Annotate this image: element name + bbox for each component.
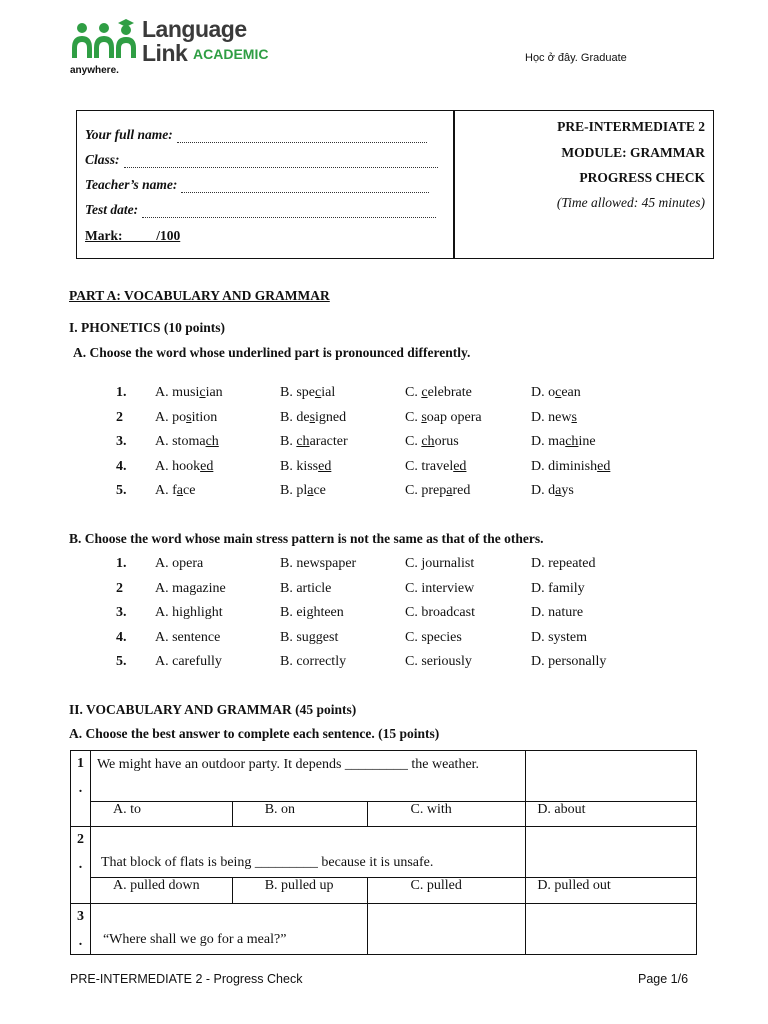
answer-option[interactable]: C. soap opera: [405, 409, 482, 425]
options-row: [71, 878, 697, 904]
answer-option[interactable]: D. personally: [531, 654, 607, 669]
section-a-instruction: A. Choose the word whose underlined part is pronounced differently.: [73, 345, 471, 360]
teacher-line: [85, 177, 429, 193]
class-line: [85, 152, 438, 168]
item-number: 5.: [116, 483, 127, 498]
answer-option[interactable]: B. special: [280, 385, 336, 400]
question-row: [71, 751, 697, 802]
item-number: 5.: [116, 654, 127, 669]
answer-option[interactable]: C. traveled: [405, 458, 467, 474]
answer-option[interactable]: A. opera: [155, 556, 204, 571]
item-number: 3.: [116, 434, 127, 449]
answer-option[interactable]: D. repeated: [531, 556, 596, 571]
question-text: “Where shall we go for a meal?”: [90, 904, 367, 955]
answer-option[interactable]: A. highlight: [155, 605, 223, 620]
page-number: Page 1/6: [638, 972, 689, 986]
test-date-field[interactable]: [142, 205, 436, 218]
answer-option[interactable]: A. carefully: [155, 654, 222, 669]
class-field[interactable]: [124, 155, 438, 168]
answer-option[interactable]: B. kissed: [280, 458, 332, 474]
answer-option[interactable]: C. prepared: [405, 483, 471, 498]
answer-option[interactable]: C. chorus: [405, 434, 459, 449]
option-d[interactable]: D. about: [526, 802, 697, 827]
options-row: [71, 802, 697, 827]
question-number: 1 .: [71, 751, 91, 827]
answer-option[interactable]: B. eighteen: [280, 605, 344, 620]
test-date-label: Test date:: [85, 202, 139, 217]
answer-option[interactable]: D. machine: [531, 434, 596, 449]
logo-word-language: Language: [142, 16, 247, 42]
question-number: 3 .: [71, 904, 91, 955]
option-b[interactable]: B. pulled up: [232, 878, 367, 904]
full-name-line: [85, 127, 427, 143]
phonetics-title: I. PHONETICS (10 points): [69, 320, 226, 335]
question-row: [71, 827, 697, 878]
answer-cell[interactable]: [526, 904, 697, 955]
option-c[interactable]: C. with: [367, 802, 526, 827]
answer-option[interactable]: B. newspaper: [280, 556, 357, 571]
item-number: 2: [116, 409, 123, 425]
answer-option[interactable]: D. news: [531, 409, 577, 425]
item-number: 4.: [116, 629, 127, 645]
answer-option[interactable]: D. system: [531, 629, 587, 645]
logo-people-icon: [70, 18, 140, 62]
answer-option[interactable]: C. seriously: [405, 654, 472, 669]
option-d[interactable]: D. pulled out: [526, 878, 697, 904]
slogan: Học ở đây. Graduate: [525, 52, 627, 64]
option-b[interactable]: B. on: [232, 802, 367, 827]
option-c[interactable]: C. pulled: [367, 878, 526, 904]
item-number: 1.: [116, 385, 127, 400]
teacher-field[interactable]: [181, 180, 429, 193]
question-text: That block of flats is being _________ because it is unsafe.: [90, 827, 525, 878]
answer-option[interactable]: B. suggest: [280, 629, 339, 645]
answer-option[interactable]: D. ocean: [531, 385, 581, 400]
box-divider: [453, 111, 455, 258]
mark-label: Mark: /100: [85, 228, 181, 243]
full-name-label: Your full name:: [85, 127, 173, 142]
vocab-title: II. VOCABULARY AND GRAMMAR (45 points): [69, 702, 357, 717]
answer-option[interactable]: A. face: [155, 483, 196, 498]
progress-check-title: PROGRESS CHECK: [579, 170, 705, 185]
answer-cell[interactable]: [526, 827, 697, 878]
part-a-title: PART A: VOCABULARY AND GRAMMAR: [69, 288, 330, 303]
logo-word-link: Link: [142, 40, 188, 66]
answer-option[interactable]: B. character: [280, 434, 348, 449]
vocab-instruction: A. Choose the best answer to complete each sentence. (15 points): [69, 726, 440, 741]
item-number: 2: [116, 580, 123, 596]
full-name-field[interactable]: [177, 130, 427, 143]
question-number: 2 .: [71, 827, 91, 904]
logo-word-academic: ACADEMIC: [193, 46, 269, 62]
answer-option[interactable]: D. family: [531, 580, 585, 596]
option-a[interactable]: A. pulled down: [90, 878, 232, 904]
answer-option[interactable]: C. broadcast: [405, 605, 475, 620]
answer-option[interactable]: A. sentence: [155, 629, 221, 645]
blank-cell: [367, 904, 526, 955]
answer-option[interactable]: A. magazine: [155, 580, 226, 596]
question-text: We might have an outdoor party. It depends _________ the weather.: [90, 751, 525, 802]
module-title: MODULE: GRAMMAR: [561, 145, 705, 160]
test-date-line: [85, 202, 436, 218]
answer-option[interactable]: B. article: [280, 580, 332, 596]
teacher-label: Teacher’s name:: [85, 177, 178, 192]
answer-cell[interactable]: [526, 751, 697, 802]
item-number: 3.: [116, 605, 127, 620]
answer-option[interactable]: A. stomach: [155, 434, 219, 449]
student-info-box: [76, 110, 714, 259]
answer-option[interactable]: B. place: [280, 483, 326, 498]
answer-option[interactable]: C. celebrate: [405, 385, 472, 400]
answer-option[interactable]: A. hooked: [155, 458, 214, 474]
answer-option[interactable]: B. designed: [280, 409, 347, 425]
answer-option[interactable]: C. species: [405, 629, 462, 645]
level-title: PRE-INTERMEDIATE 2: [557, 119, 705, 134]
footer-title: PRE-INTERMEDIATE 2 - Progress Check: [70, 972, 303, 986]
answer-option[interactable]: C. interview: [405, 580, 475, 596]
answer-option[interactable]: A. musician: [155, 385, 223, 400]
logo-tagline: anywhere.: [70, 65, 119, 76]
option-a[interactable]: A. to: [90, 802, 232, 827]
answer-option[interactable]: D. nature: [531, 605, 584, 620]
answer-option[interactable]: B. correctly: [280, 654, 347, 669]
item-number: 4.: [116, 458, 127, 474]
item-number: 1.: [116, 556, 127, 571]
time-allowed: (Time allowed: 45 minutes): [556, 195, 705, 210]
language-link-logo: [70, 16, 280, 66]
section-b-instruction: B. Choose the word whose main stress pattern is not the same as that of the others.: [69, 531, 544, 546]
answer-option[interactable]: D. diminished: [531, 458, 611, 474]
class-label: Class:: [85, 152, 120, 167]
answer-option[interactable]: A. position: [155, 409, 218, 425]
questions-table: [70, 750, 697, 955]
answer-option[interactable]: C. journalist: [405, 556, 475, 571]
question-row: [71, 904, 697, 955]
answer-option[interactable]: D. days: [531, 483, 574, 498]
